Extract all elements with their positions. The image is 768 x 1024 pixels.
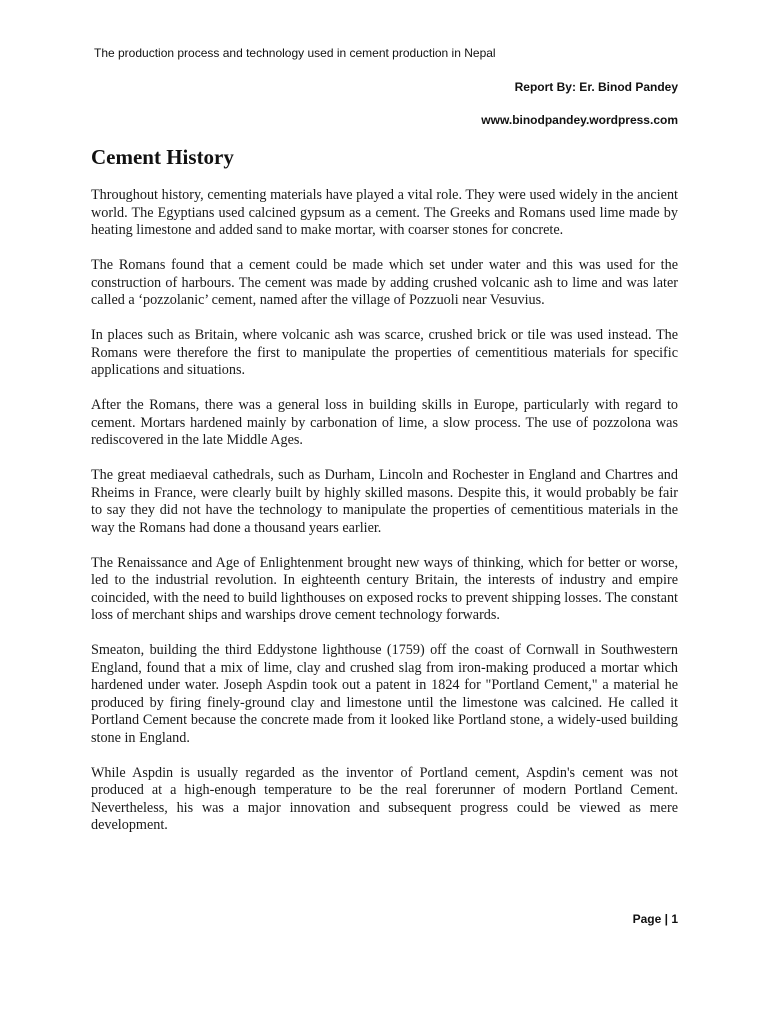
- paragraph: While Aspdin is usually regarded as the inventor of Portland cement, Aspdin's cement was not produced at a high-enough temperature to be the real forerunner of modern Portland Cement. Nevertheless, his was a major innovation and subsequent progress could be viewed as mere development.: [91, 764, 678, 833]
- body-text: [91, 187, 678, 852]
- header-url: www.binodpandey.wordpress.com: [481, 113, 678, 127]
- header-title: The production process and technology used in cement production in Nepal: [94, 46, 496, 60]
- page-number: Page | 1: [632, 912, 678, 926]
- paragraph: After the Romans, there was a general loss in building skills in Europe, particularly with regard to cement. Mortars hardened mainly by carbonation of lime, a slow process. The use of pozzolona was rediscovered in the late Middle Ages.: [91, 397, 678, 448]
- paragraph: The Renaissance and Age of Enlightenment brought new ways of thinking, which for better or worse, led to the industrial revolution. In eighteenth century Britain, the interests of industry and empire coincided, with the need to build lighthouses on exposed rocks to prevent shipping losses. The constant loss of merchant ships and warships drove cement technology forwards.: [91, 554, 678, 623]
- paragraph: Smeaton, building the third Eddystone lighthouse (1759) off the coast of Cornwall in Southwestern England, found that a mix of lime, clay and crushed slag from iron-making produced a mortar which hardened under water. Joseph Aspdin took out a patent in 1824 for "Portland Cement," a material he produced by firing finely-ground clay and limestone until the limestone was calcined. He called it Portland Cement because the concrete made from it looked like Portland stone, a widely-used building stone in England.: [91, 642, 678, 746]
- section-heading: Cement History: [91, 145, 234, 169]
- paragraph: The great mediaeval cathedrals, such as Durham, Lincoln and Rochester in England and Chartres and Rheims in France, were clearly built by highly skilled masons. Despite this, it would probably be fair to say they did not have the technology to manipulate the properties of cementitious materials in the way the Romans had done a thousand years earlier.: [91, 467, 678, 536]
- paragraph: In places such as Britain, where volcanic ash was scarce, crushed brick or tile was used instead. The Romans were therefore the first to manipulate the properties of cementitious materials for specific applications and situations.: [91, 327, 678, 378]
- paragraph: Throughout history, cementing materials have played a vital role. They were used widely in the ancient world. The Egyptians used calcined gypsum as a cement. The Greeks and Romans used lime made by heating limestone and added sand to make mortar, with coarser stones for concrete.: [91, 187, 678, 238]
- header-author: Report By: Er. Binod Pandey: [514, 80, 678, 94]
- paragraph: The Romans found that a cement could be made which set under water and this was used for the construction of harbours. The cement was made by adding crushed volcanic ash to lime and was later called a ‘pozzolanic’ cement, named after the village of Pozzuoli near Vesuvius.: [91, 257, 678, 308]
